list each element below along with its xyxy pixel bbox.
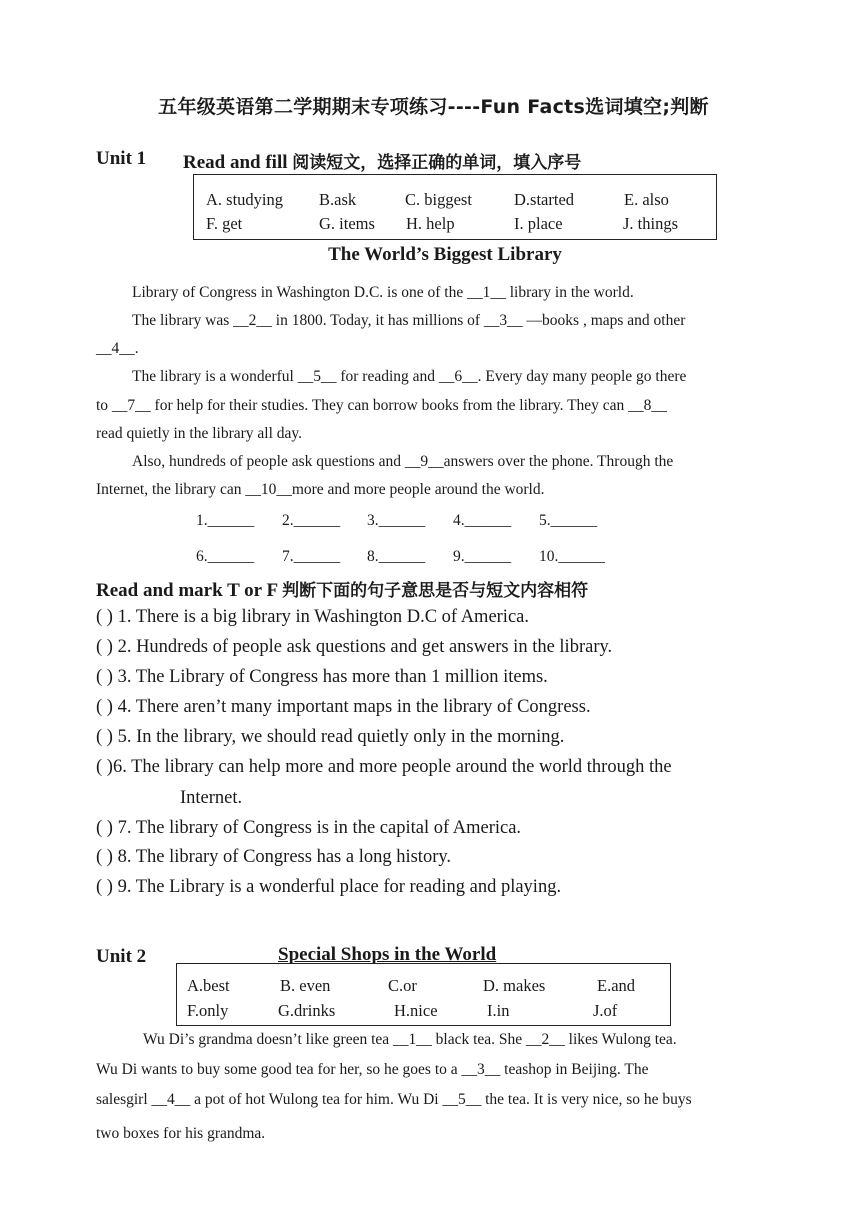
unit2-option: E.and — [597, 976, 636, 995]
unit1-option: G. items — [319, 214, 375, 233]
unit1-option: A. studying — [206, 190, 284, 209]
tf-item: ( ) 4. There aren’t many important maps in the library of Congress. — [96, 697, 591, 717]
tf-item: ( ) 9. The Library is a wonderful place for reading and playing. — [96, 877, 562, 897]
unit2-option: G.drinks — [278, 1001, 336, 1020]
unit2-label: Unit 2 — [96, 946, 147, 967]
unit1-option: D.started — [514, 190, 575, 209]
unit1-option: F. get — [206, 214, 243, 233]
tf-item: ( ) 2. Hundreds of people ask questions and get answers in the library. — [96, 637, 613, 657]
answer-blank[interactable]: 6.______ — [196, 548, 255, 565]
unit1-paragraph-line: __4__. — [96, 340, 139, 357]
unit2-option: H.nice — [394, 1001, 438, 1020]
answer-blank[interactable]: 5.______ — [539, 512, 598, 529]
tf-item: ( )6. The library can help more and more people around the world through the — [96, 757, 672, 777]
unit2-option: J.of — [593, 1001, 618, 1020]
unit2-option: B. even — [280, 976, 331, 995]
unit2-story-title: Special Shops in the World — [278, 944, 497, 965]
tf-item: ( ) 7. The library of Congress is in the capital of America. — [96, 818, 522, 838]
tf-instruction-en: Read and mark T or F — [96, 580, 278, 601]
unit1-option: I. place — [514, 214, 563, 233]
answer-blank[interactable]: 8.______ — [367, 548, 426, 565]
unit1-option: J. things — [623, 214, 679, 233]
unit2-option: C.or — [388, 976, 417, 995]
tf-item-continuation: Internet. — [180, 788, 243, 808]
unit1-instruction-en: Read and fill — [183, 152, 288, 173]
tf-item: ( ) 3. The Library of Congress has more than 1 million items. — [96, 667, 548, 687]
tf-item: ( ) 1. There is a big library in Washington D.C of America. — [96, 607, 529, 627]
unit1-paragraph-line: Library of Congress in Washington D.C. is one of the __1__ library in the world. — [132, 284, 634, 301]
tf-item: ( ) 5. In the library, we should read quietly only in the morning. — [96, 727, 565, 747]
unit1-paragraph-line: Internet, the library can __10__more and more people around the world. — [96, 481, 545, 498]
tf-instruction-cn: 判断下面的句子意思是否与短文内容相符 — [282, 581, 589, 601]
unit1-paragraph-line: The library was __2__ in 1800. Today, it has millions of __3__ —books , maps and other — [132, 312, 686, 329]
page-title: 五年级英语第二学期期末专项练习----Fun Facts选词填空;判断 — [158, 96, 709, 118]
unit1-option: C. biggest — [405, 190, 472, 209]
unit1-paragraph-line: Also, hundreds of people ask questions and __9__answers over the phone. Through the — [132, 453, 674, 470]
answer-blank[interactable]: 2.______ — [282, 512, 341, 529]
unit1-option: E. also — [624, 190, 669, 209]
unit2-paragraph-line: Wu Di’s grandma doesn’t like green tea __1__ black tea. She __2__ likes Wulong tea. — [143, 1031, 677, 1048]
tf-item: ( ) 8. The library of Congress has a long history. — [96, 847, 452, 867]
answer-blank[interactable]: 7.______ — [282, 548, 341, 565]
answer-blank[interactable]: 3.______ — [367, 512, 426, 529]
unit2-option: I.in — [487, 1001, 510, 1020]
unit1-paragraph-line: read quietly in the library all day. — [96, 425, 303, 442]
unit1-paragraph-line: to __7__ for help for their studies. They can borrow books from the library. They can __8__ — [96, 397, 667, 414]
unit2-option: D. makes — [483, 976, 546, 995]
answer-blank[interactable]: 4.______ — [453, 512, 512, 529]
unit1-option: H. help — [406, 214, 455, 233]
answer-blank[interactable]: 1.______ — [196, 512, 255, 529]
unit2-paragraph-line: two boxes for his grandma. — [96, 1125, 266, 1142]
unit2-option: F.only — [187, 1001, 229, 1020]
unit1-story-title: The World’s Biggest Library — [328, 244, 562, 265]
unit2-paragraph-line: salesgirl __4__ a pot of hot Wulong tea for him. Wu Di __5__ the tea. It is very nice, so he buys — [96, 1091, 692, 1108]
answer-blank[interactable]: 9.______ — [453, 548, 512, 565]
tf-instruction — [96, 576, 588, 602]
unit1-instruction — [183, 148, 581, 174]
unit2-paragraph-line: Wu Di wants to buy some good tea for her, so he goes to a __3__ teashop in Beijing. The — [96, 1061, 649, 1078]
unit1-instruction-cn: 阅读短文，选择正确的单词，填入序号 — [292, 153, 582, 173]
answer-blank[interactable]: 10.______ — [539, 548, 605, 565]
unit1-paragraph-line: The library is a wonderful __5__ for reading and __6__. Every day many people go there — [132, 368, 687, 385]
unit2-option: A.best — [187, 976, 230, 995]
unit1-option: B.ask — [319, 190, 357, 209]
unit1-label: Unit 1 — [96, 148, 147, 169]
